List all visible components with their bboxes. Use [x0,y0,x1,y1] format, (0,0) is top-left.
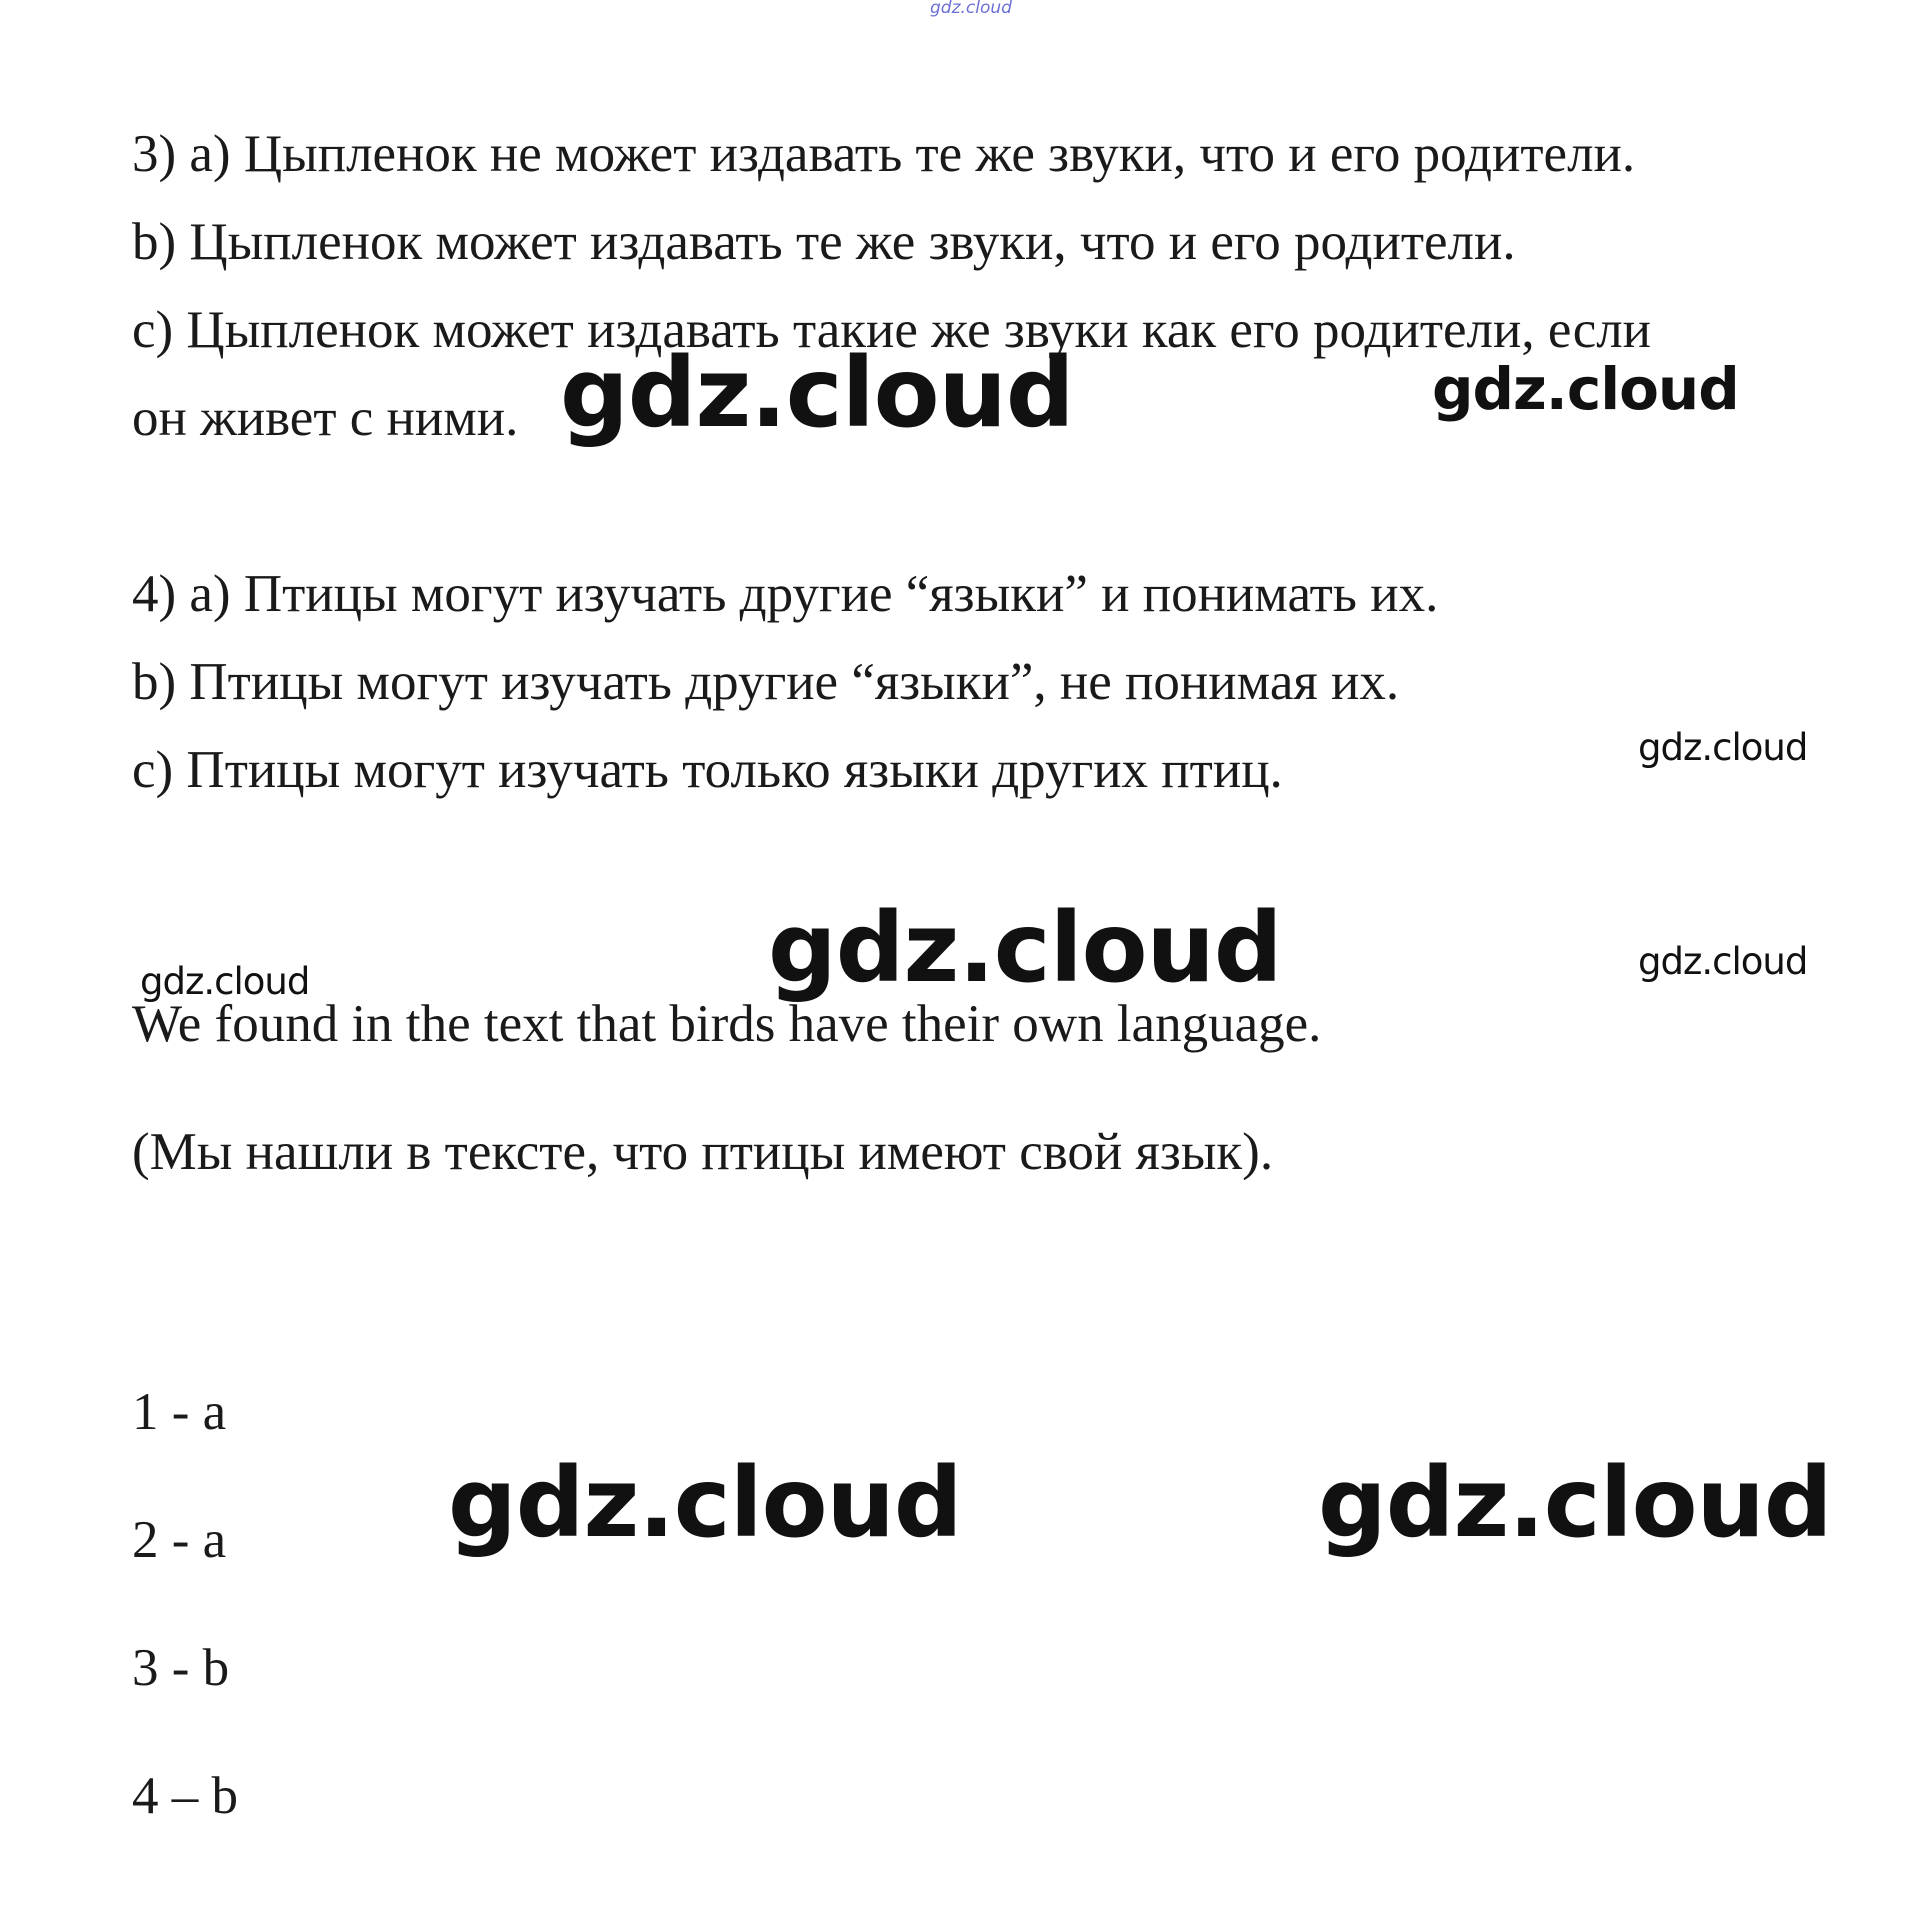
finding-russian: (Мы нашли в тексте, что птицы имеют свой язык). [132,1123,1274,1181]
q3-option-b: b) Цыпленок может издавать те же звуки, что и его родители. [132,213,1516,271]
q3-option-c-line2: он живет с ними. [132,389,519,447]
watermark-small-1: gdz.cloud [1638,726,1808,769]
watermark-large-4: gdz.cloud [1318,1447,1832,1559]
watermark-medium-1: gdz.cloud [1432,355,1739,423]
watermark-large-2: gdz.cloud [768,892,1282,1004]
watermark-small-2: gdz.cloud [1638,940,1808,983]
watermark-large-3: gdz.cloud [448,1447,962,1559]
answer-3: 3 - b [132,1639,230,1697]
watermark-large-1: gdz.cloud [560,337,1074,449]
watermark-small-3: gdz.cloud [140,960,310,1003]
finding-english: We found in the text that birds have their own language. [132,995,1322,1053]
answer-4: 4 – b [132,1767,238,1825]
q4-option-b: b) Птицы могут изучать другие “языки”, не понимая их. [132,653,1400,711]
answer-2: 2 - a [132,1511,227,1569]
answer-1: 1 - a [132,1383,227,1441]
q3-option-c-line1: c) Цыпленок может издавать такие же звуки как его родители, если [132,301,1652,359]
watermark-top: gdz.cloud [930,0,1012,18]
q3-option-a: 3) a) Цыпленок не может издавать те же звуки, что и его родители. [132,125,1636,183]
q4-option-c: c) Птицы могут изучать только языки других птиц. [132,741,1283,799]
q4-option-a: 4) a) Птицы могут изучать другие “языки” и понимать их. [132,565,1439,623]
